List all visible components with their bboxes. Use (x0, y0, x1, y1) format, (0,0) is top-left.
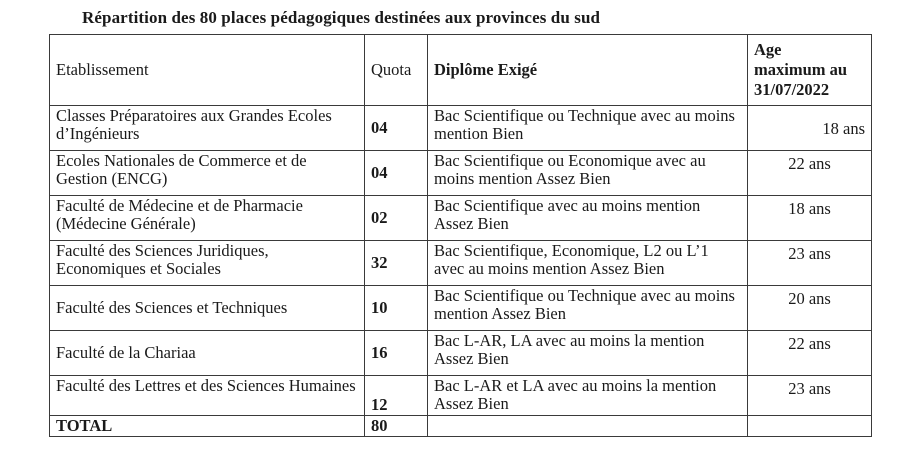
header-age-line1: Age (754, 40, 782, 59)
cell-diplome: Bac Scientifique ou Technique avec au moins mention Bien (428, 106, 748, 151)
cell-age: 22 ans (748, 331, 872, 376)
cell-age: 23 ans (748, 376, 872, 416)
cell-diplome: Bac L-AR, LA avec au moins la mention Assez Bien (428, 331, 748, 376)
cell-quota: 02 (365, 196, 428, 241)
table-row (50, 241, 872, 286)
total-label: TOTAL (50, 416, 365, 437)
cell-quota: 16 (365, 331, 428, 376)
header-age-line2: maximum au (754, 60, 848, 79)
table-row (50, 106, 872, 151)
header-age-line3: 31/07/2022 (754, 80, 830, 99)
places-table (49, 34, 872, 437)
table-row (50, 151, 872, 196)
header-quota: Quota (365, 35, 428, 106)
cell-etablissement: Ecoles Nationales de Commerce et de Gestion (ENCG) (50, 151, 365, 196)
cell-diplome: Bac Scientifique ou Technique avec au moins mention Assez Bien (428, 286, 748, 331)
cell-age: 22 ans (748, 151, 872, 196)
cell-diplome: Bac Scientifique ou Economique avec au moins mention Assez Bien (428, 151, 748, 196)
cell-diplome: Bac Scientifique avec au moins mention Assez Bien (428, 196, 748, 241)
cell-diplome: Bac L-AR et LA avec au moins la mention Assez Bien (428, 376, 748, 416)
header-etablissement: Etablissement (50, 35, 365, 106)
cell-age: 20 ans (748, 286, 872, 331)
table-row (50, 196, 872, 241)
cell-quota: 04 (365, 106, 428, 151)
cell-quota: 12 (365, 376, 428, 416)
cell-quota: 10 (365, 286, 428, 331)
cell-age: 18 ans (748, 106, 872, 151)
header-age (748, 35, 872, 106)
cell-etablissement: Faculté des Sciences et Techniques (50, 286, 365, 331)
cell-etablissement: Faculté de la Chariaa (50, 331, 365, 376)
cell-age: 23 ans (748, 241, 872, 286)
cell-etablissement: Faculté des Sciences Juridiques, Economiques et Sociales (50, 241, 365, 286)
table-row (50, 331, 872, 376)
cell-quota: 04 (365, 151, 428, 196)
cell-etablissement: Faculté de Médecine et de Pharmacie (Médecine Générale) (50, 196, 365, 241)
table-row (50, 286, 872, 331)
total-empty-diplome (428, 416, 748, 437)
total-row (50, 416, 872, 437)
cell-quota: 32 (365, 241, 428, 286)
table-header-row (50, 35, 872, 106)
header-diplome: Diplôme Exigé (428, 35, 748, 106)
cell-etablissement: Faculté des Lettres et des Sciences Humaines (50, 376, 365, 416)
total-empty-age (748, 416, 872, 437)
document-title: Répartition des 80 places pédagogiques destinées aux provinces du sud (82, 8, 601, 27)
table-row (50, 376, 872, 416)
total-quota: 80 (365, 416, 428, 437)
cell-age: 18 ans (748, 196, 872, 241)
cell-etablissement: Classes Préparatoires aux Grandes Ecoles d’Ingénieurs (50, 106, 365, 151)
cell-diplome: Bac Scientifique, Economique, L2 ou L’1 avec au moins mention Assez Bien (428, 241, 748, 286)
